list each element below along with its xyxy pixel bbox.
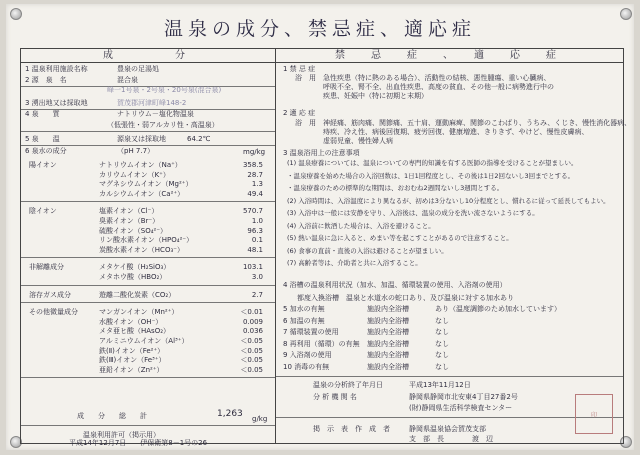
permit-title: 温泉利用許可（掲示用）: [83, 431, 160, 439]
component-value: 28.7: [247, 170, 263, 179]
status-name: 5 加水の有無: [283, 305, 325, 313]
component-value: ＜0.01: [240, 308, 263, 317]
component-value: 96.3: [247, 226, 263, 235]
row-divider: [21, 377, 275, 378]
section-text: 痔疾、冷え性、病後回復期、疲労回復、健康増進、きりきず、やけど、慢性皮膚病、: [323, 128, 589, 136]
status-value: なし: [435, 339, 449, 348]
status-scope: 施設内全浴槽: [367, 328, 409, 336]
info-label: 1 温泉利用施設名称: [25, 65, 88, 73]
status-value: なし: [435, 362, 449, 371]
component-name: 臭素イオン（Br⁻）: [99, 217, 160, 225]
component-name: メタホウ酸（HBO₂）: [99, 273, 167, 281]
info-value: 賀茂郡河津町峰148-2: [117, 99, 187, 107]
info-label: 5 泉 温: [25, 135, 60, 143]
hot-spring-notice: [6, 4, 634, 450]
component-value: 0.009: [242, 317, 263, 326]
component-name: 亜鉛イオン（Zn²⁺）: [99, 365, 164, 374]
info-value: 源泉又は採取地 64.2℃: [117, 135, 211, 143]
info-label: 2 源 泉 名: [25, 76, 67, 84]
caution-text: (5) 熱い温泉に急に入ると、めまい等を起こすことがあるので注意すること。: [287, 234, 513, 242]
component-value: 0.036: [242, 327, 263, 336]
creator-label: 掲 示 表 作 成 者: [313, 425, 390, 433]
analysis-label: 温泉の分析終了年月日: [313, 381, 383, 389]
left-header: 成 分: [21, 49, 275, 63]
page-title: 温泉の成分、禁忌症、適応症: [163, 18, 476, 40]
right-header: 禁 忌 症 、 適 応 症: [276, 49, 623, 63]
row-divider: [21, 285, 275, 286]
component-name: メタ亜ヒ酸（HAsO₂）: [99, 327, 171, 336]
total-label: 成 分 総 計: [77, 412, 147, 420]
caution-text: (4) 入浴前に飲酒した場合は、入浴を避けること。: [287, 221, 435, 230]
status-scope: 施設内全浴槽: [367, 362, 409, 371]
component-value: ＜0.05: [240, 337, 263, 345]
unit-label: mg/kg: [243, 148, 266, 156]
component-name: マグネシウムイオン（Mg²⁺）: [99, 180, 193, 189]
info-label: 4 泉 質: [25, 110, 60, 118]
section-text: 急性疾患（特に熱のある場合）、活動性の結核、悪性腫瘍、重い心臓病、: [323, 74, 551, 82]
total-unit: g/kg: [252, 415, 268, 423]
component-name: 炭酸水素イオン（HCO₃⁻）: [99, 245, 184, 254]
component-name: カリウムイオン（K⁺）: [99, 170, 170, 179]
component-name: メタケイ酸（H₂SiO₃）: [99, 263, 171, 272]
row-divider: [21, 131, 275, 132]
column-divider: [275, 49, 276, 443]
group-name: その他微量成分: [29, 308, 78, 317]
info-label: 3 湧出地又は採取地: [25, 99, 88, 107]
component-value: 3.0: [251, 273, 263, 281]
status-name: 7 循環装置の使用: [283, 328, 339, 336]
component-name: アルミニウムイオン（Al³⁺）: [99, 337, 189, 345]
row-divider: [276, 376, 623, 377]
component-value: 49.4: [247, 189, 263, 198]
component-value: ＜0.05: [240, 365, 263, 374]
section-text: 疾患、妊娠中（特に初期と末期）: [323, 92, 428, 100]
caution-text: (1) 温泉療養については、温泉についての専門的知識を有する医師の指導を受けることが望ましい。: [287, 159, 578, 167]
row-divider: [276, 417, 623, 418]
component-name: リン酸水素イオン（HPO₄²⁻）: [99, 236, 194, 245]
info-value: （pH 7.7）: [117, 147, 155, 155]
group-name: 非解離成分: [29, 263, 64, 272]
component-name: 水酸イオン（OH⁻）: [99, 317, 163, 326]
caution-text: (7) 高齢者等は、介助者と共に入浴すること。: [287, 259, 422, 267]
component-value: 570.7: [242, 207, 263, 216]
status-value: なし: [435, 351, 449, 359]
info-value: 混合泉: [117, 76, 138, 84]
info-value: ナトリウム－塩化物温泉: [117, 110, 194, 118]
caution-text: (2) 入浴時間は、入浴温度により異なるが、初めは3分ないし10分程度とし、慣れるに従って延長してもよい。: [287, 196, 610, 205]
row-divider: [21, 257, 275, 258]
status-name: 6 加温の有無: [283, 316, 325, 325]
component-name: マンガンイオン（Mn²⁺）: [99, 308, 179, 317]
component-value: 1.0: [251, 217, 263, 225]
status-value: なし: [435, 328, 449, 336]
section-heading: 4 浴槽の温泉利用状況（加水、加温、循環装置の使用、入浴剤の使用）: [283, 281, 507, 289]
component-name: ナトリウムイオン（Na⁺）: [99, 161, 182, 169]
group-name: 陽イオン: [29, 161, 57, 169]
component-value: 103.1: [242, 263, 263, 272]
analysis-date: 平成13年11月12日: [409, 381, 471, 389]
info-value: 峰一1号泉・2号泉・20号泉(混合泉): [107, 86, 222, 94]
section-text: 神経痛、筋肉痛、関節痛、五十肩、運動麻痺、関節のこわばり、うちみ、くじき、慢性消化器病、: [323, 119, 632, 127]
row-divider: [21, 201, 275, 202]
total-value: 1,263: [217, 409, 243, 419]
seal-stamp: 印: [575, 394, 613, 434]
info-value: 豊泉の足湯処: [117, 65, 159, 73]
row-divider: [21, 302, 275, 303]
section-heading: 3 温泉浴用上の注意事項: [283, 149, 360, 157]
status-name: 10 消毒の有無: [283, 362, 330, 371]
creator-org: 静岡県温泉協会賀茂支部: [409, 425, 486, 433]
component-value: ＜0.05: [240, 346, 263, 355]
caution-text: (3) 入浴中は一般には安静を守り、入浴後は、温泉の成分を洗い流さないようにする。: [287, 209, 539, 217]
component-name: 遊離二酸化炭素（CO₂）: [99, 290, 176, 299]
org-label: 分 析 機 関 名: [313, 393, 357, 401]
component-value: 2.7: [251, 290, 263, 299]
component-value: 358.5: [242, 161, 263, 169]
component-name: 硫酸イオン（SO₄²⁻）: [99, 226, 168, 235]
caution-text: (6) 食事の直前・直後の入浴は避けることが望ましい。: [287, 246, 448, 255]
info-label: 6 泉水の成分: [25, 147, 67, 155]
status-name: 9 入浴剤の使用: [283, 351, 332, 359]
status-value: なし: [435, 316, 449, 325]
component-value: 0.1: [251, 236, 263, 245]
component-value: 1.3: [251, 180, 263, 189]
section-text: 都度入換浴槽 温泉と水道水の蛇口あり、及び温泉に対する加水あり: [297, 294, 514, 302]
permit-number: 平成14年12月7日 伊保衛第8－1号の26: [69, 439, 208, 447]
creator-name: 支 部 長 渡 辺: [409, 435, 493, 443]
org-address: 静岡県静岡市北安東4丁目27番2号: [409, 393, 518, 401]
group-name: 陰イオン: [29, 207, 57, 216]
row-divider: [21, 145, 275, 146]
group-name: 溶存ガス成分: [29, 290, 71, 299]
status-name: 8 再利用（循環）の有無: [283, 339, 360, 348]
status-scope: 施設内全浴槽: [367, 351, 409, 359]
section-text: 呼吸不全、腎不全、出血性疾患、高度の貧血、その他一般に病勢進行中の: [323, 83, 554, 91]
section-sub: 浴 用: [295, 119, 316, 127]
component-name: 塩素イオン（Cl⁻）: [99, 207, 159, 216]
main-table: [20, 48, 632, 447]
row-divider: [21, 425, 275, 426]
section-sub: 浴 用: [295, 74, 316, 82]
component-value: ＜0.05: [240, 356, 263, 365]
section-heading: 1 禁 忌 症: [283, 65, 316, 73]
section-text: 虚弱児童、慢性婦人病: [323, 137, 393, 145]
caution-text: ・温泉療養を始めた場合の入浴回数は、1日1回程度とし、その後は1日2回ないし3回までとする。: [287, 171, 575, 180]
caution-text: ・温泉療養のための標準的な期間は、おおむね2週間ないし3週間とする。: [287, 184, 504, 192]
status-scope: 施設内全浴槽: [367, 305, 409, 313]
status-scope: 施設内全浴槽: [367, 316, 409, 325]
status-value: あり（温度調節のため加水しています）: [435, 305, 561, 313]
org-name: (財)静岡県生活科学検査センター: [409, 404, 513, 412]
component-name: 鉄(Ⅱ)イオン（Fe²⁺）: [99, 346, 165, 355]
status-scope: 施設内全浴槽: [367, 339, 409, 348]
section-heading: 2 適 応 症: [283, 109, 316, 117]
component-name: カルシウムイオン（Ca²⁺）: [99, 189, 185, 198]
component-value: 48.1: [247, 245, 263, 254]
component-name: 鉄(Ⅲ)イオン（Fe³⁺）: [99, 356, 166, 365]
info-value: （低張性・弱アルカリ性・高温泉）: [107, 121, 219, 129]
